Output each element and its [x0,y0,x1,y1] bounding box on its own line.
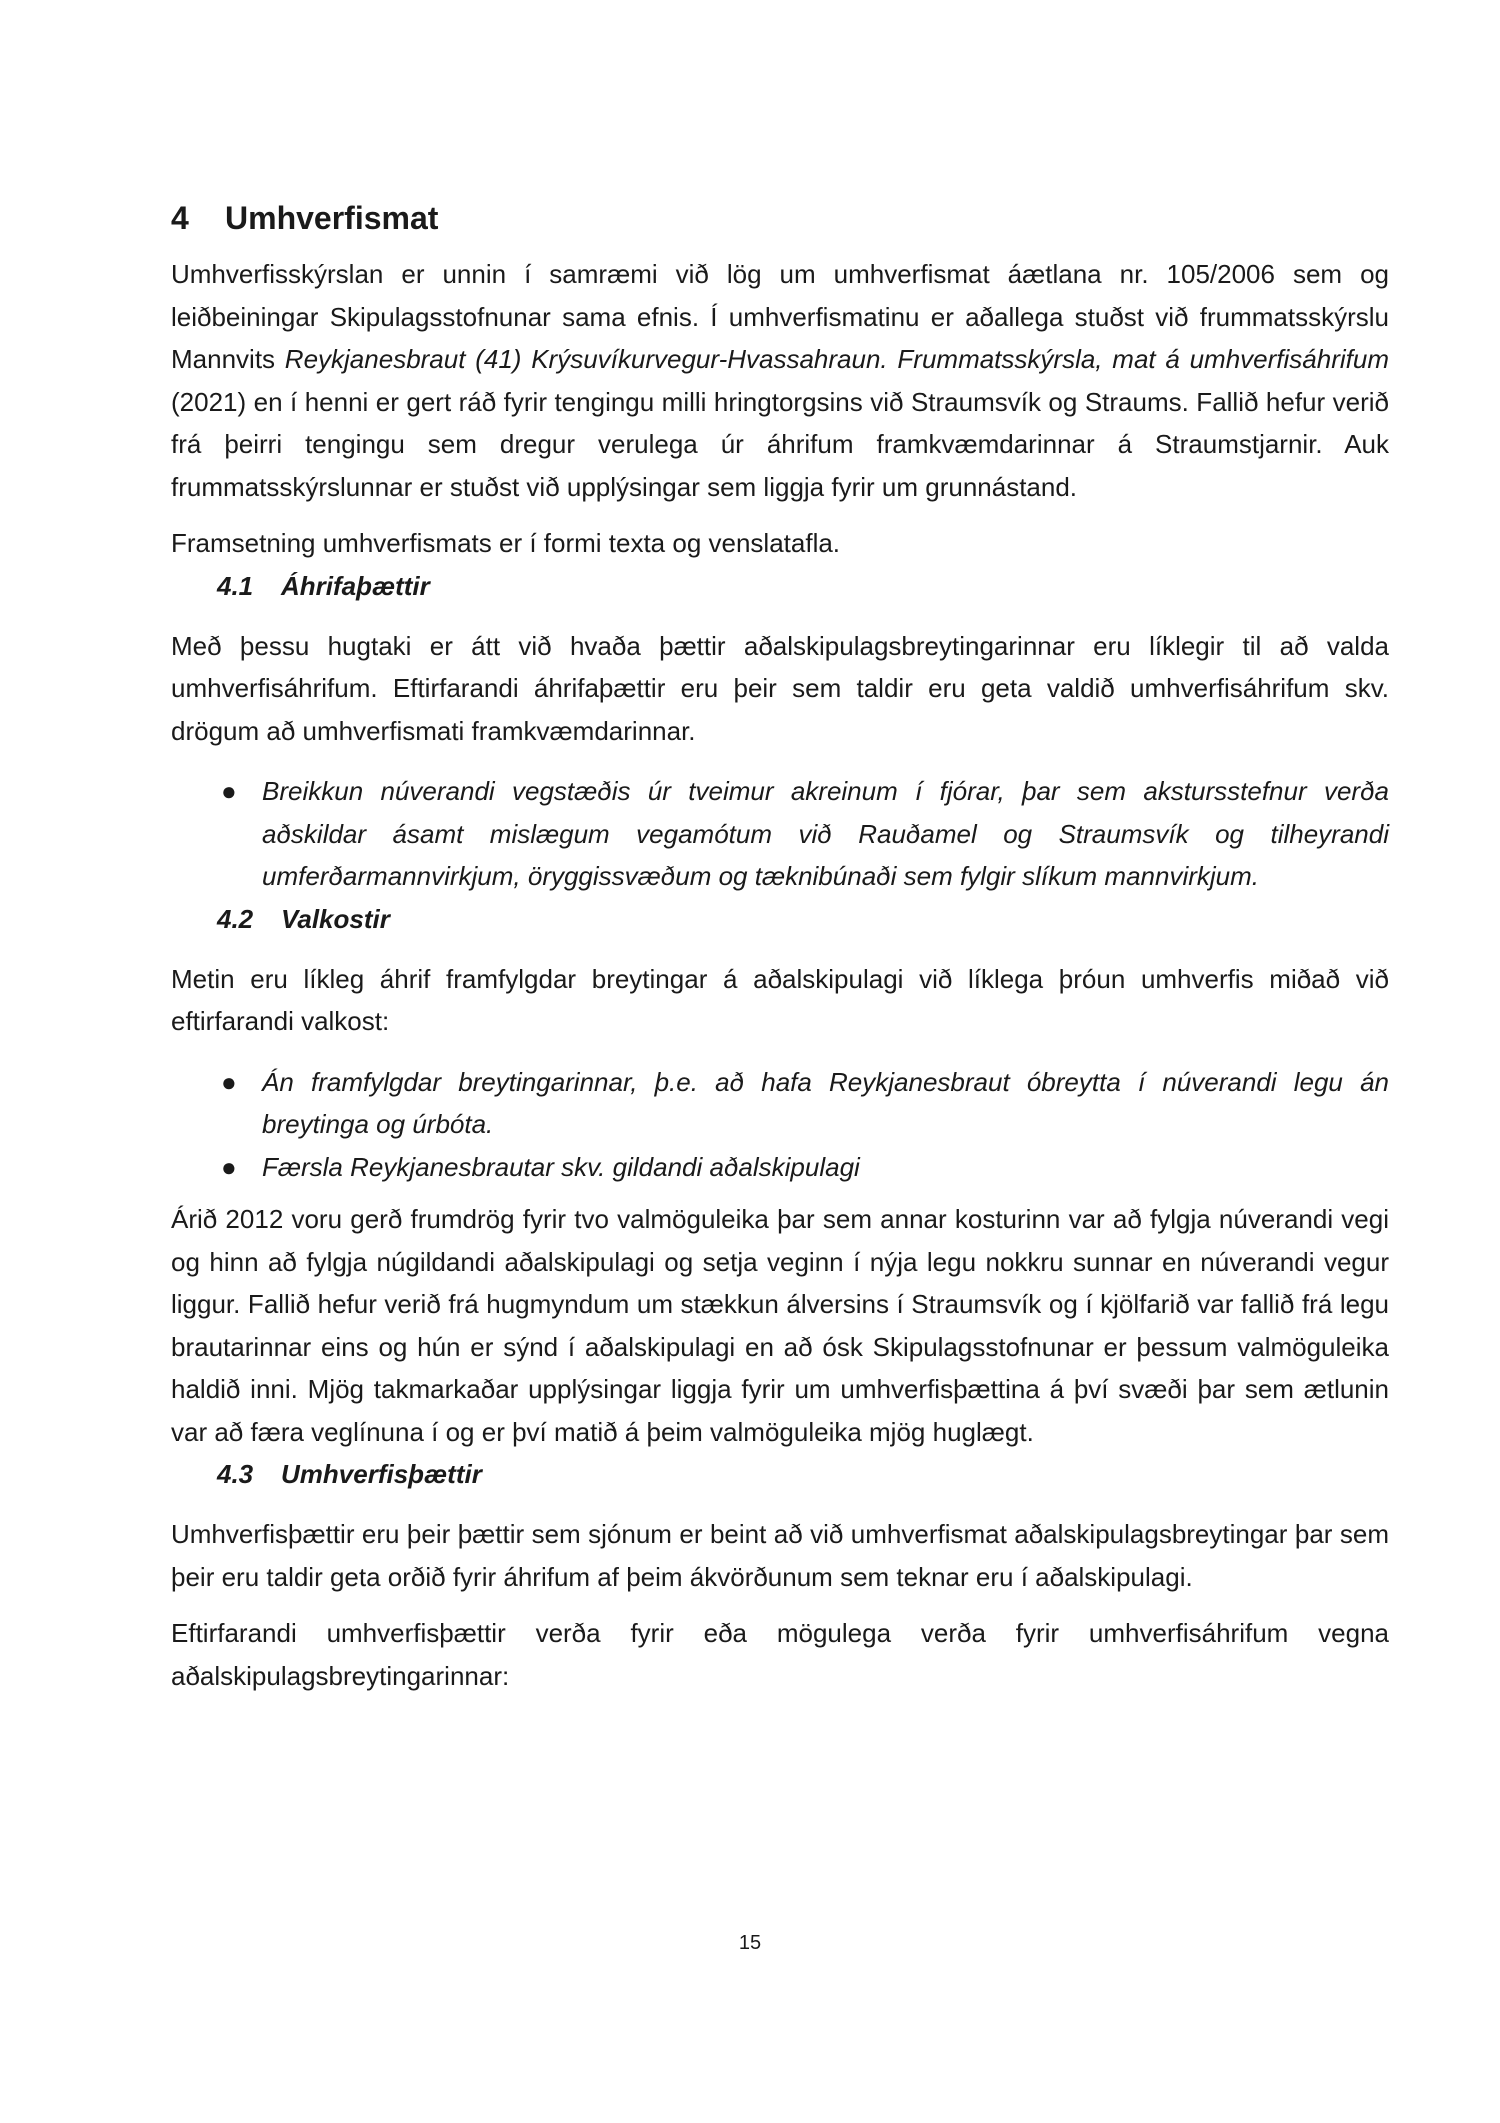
list-item-text: Án framfylgdar breytingarinnar, þ.e. að hafa Reykjanesbraut óbreytta í núverandi legu án breytinga og úrbóta. [262,1066,1389,1139]
bullet-icon: ● [221,1066,237,1097]
subsection-heading-4-2 [171,898,1389,940]
subsection-number: 4.3 [217,1459,254,1489]
subsection-4-3-paragraph-2: Eftirfarandi umhverfisþættir verða fyrir eða mögulega verða fyrir umhverfisáhrifum vegna aðalskipulagsbreytingarinnar: [171,1618,1389,1691]
list-item-text: Breikkun núverandi vegstæðis úr tveimur akreinum í fjórar, þar sem akstursstefnur verða aðskildar ásamt mislægum vegamótum við Rauðamel og Straumsvík og tilheyrandi umferðarmannvirkjum, öryggissvæðum og tæknibúnaði sem fylgir slíkum mannvirkjum. [262,776,1389,891]
subsection-number: 4.1 [217,570,254,601]
paragraph-text: Umhverfisskýrslan er unnin í samræmi við lög um umhverfismat áætlana nr. 105/2006 sem og leiðbeiningar Skipulagsstofnunar sama efnis. Í umhverfismatinu er aðallega stuðst við frummatsskýrslu Mannvits [171,259,1389,374]
subsection-heading-4-1 [171,565,1389,607]
section-paragraph-1 [171,253,1389,508]
section-title: Umhverfismat [225,200,439,236]
paragraph-text: (2021) en í henni er gert ráð fyrir tengingu milli hringtorgsins við Straumsvík og Straums. Fallið hefur verið frá þeirri tengingu sem dregur verulega úr áhrifum framkvæmdarinnar á Straumstjarnir. Auk frummatsskýrslunnar er stuðst við upplýsingar sem liggja fyrir um grunnástand. [171,386,1389,502]
paragraph-italic-reference: Reykjanesbraut (41) Krýsuvíkurvegur-Hvassahraun. Frummatsskýrsla, mat á umhverfisáhrifum [284,344,1389,374]
subsection-4-1-paragraph: Með þessu hugtaki er átt við hvaða þættir aðalskipulagsbreytingarinnar eru líklegir til að valda umhverfisáhrifum. Eftirfarandi áhrifaþættir eru þeir sem taldir eru geta valdið umhverfisáhrifum skv. drögum að umhverfismati framkvæmdarinnar. [171,630,1389,746]
section-number: 4 [171,200,189,236]
subsection-heading-4-3 [171,1453,1389,1495]
subsection-title: Umhverfisþættir [281,1459,482,1489]
subsection-title: Áhrifaþættir [281,570,430,601]
subsection-title: Valkostir [281,903,390,934]
list-item [171,1146,1389,1189]
subsection-4-2-paragraph-2: Árið 2012 voru gerð frumdrög fyrir tvo valmöguleika þar sem annar kosturinn var að fylgja núverandi vegi og hinn að fylgja núgildandi aðalskipulagi og setja veginn í nýja legu nokkru sunnar en núverandi vegur liggur. Fallið hefur verið frá hugmyndum um stækkun álversins í Straumsvík og í kjölfarið var fallið frá legu brautarinnar eins og hún er sýnd í aðalskipulagi en að ósk Skipulagsstofnunar er þessum valmöguleika haldið inni. Mjög takmarkaðar upplýsingar liggja fyrir um umhverfisþættina á því svæði þar sem ætlunin var að færa veglínuna í og er því matið á þeim valmöguleika mjög huglægt. [171,1204,1389,1447]
subsection-4-2-paragraph: Metin eru líkleg áhrif framfylgdar breytingar á aðalskipulagi við líklega þróun umhverfis miðað við eftirfarandi valkost: [171,963,1389,1036]
impact-factors-list [171,770,1389,898]
alternatives-list [171,1061,1389,1189]
subsection-4-3-paragraph: Umhverfisþættir eru þeir þættir sem sjónum er beint að við umhverfismat aðalskipulagsbreytingar þar sem þeir eru taldir geta orðið fyrir áhrifum af þeim ákvörðunum sem teknar eru í aðalskipulagi. [171,1519,1389,1592]
page-number: 15 [738,1932,762,1954]
bullet-icon: ● [221,776,237,806]
bullet-icon: ● [221,1151,237,1182]
subsection-number: 4.2 [217,903,254,934]
section-paragraph-2: Framsetning umhverfismats er í formi texta og venslatafla. [171,528,841,558]
page-content [171,195,1389,1697]
list-item [171,1061,1389,1146]
list-item [171,770,1389,898]
list-item-text: Færsla Reykjanesbrautar skv. gildandi aðalskipulagi [262,1151,860,1182]
section-heading [171,195,1389,241]
